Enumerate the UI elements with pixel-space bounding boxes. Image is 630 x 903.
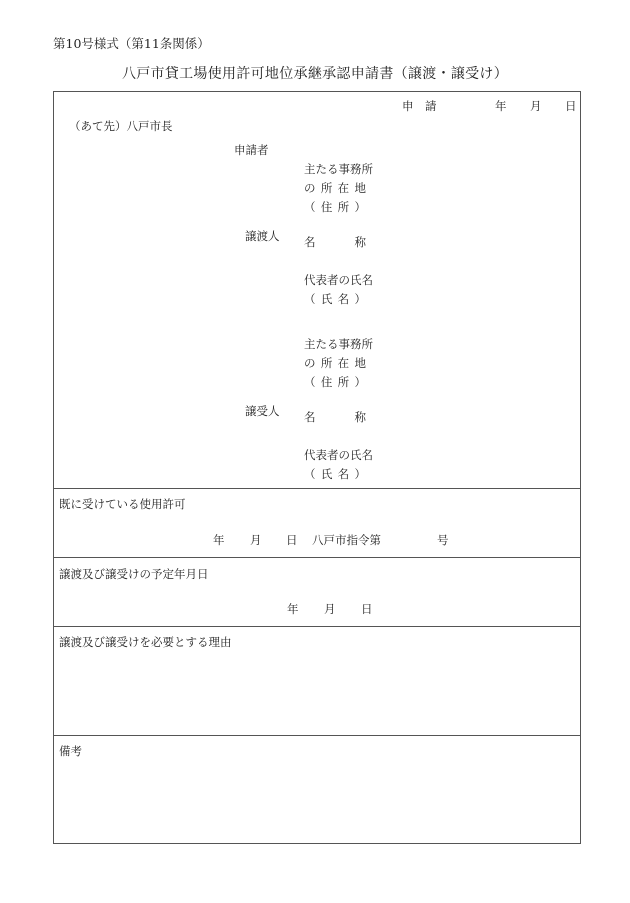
transferee-representative-label: 代表者の氏名 bbox=[304, 448, 373, 462]
permit-order-prefix: 八戸市指令第 bbox=[312, 533, 381, 547]
application-day: 日 bbox=[565, 99, 577, 113]
transferee-residence-label: （ 住 所 ） bbox=[304, 375, 366, 389]
form-title: 八戸市貸工場使用許可地位承継承認申請書（譲渡・譲受け） bbox=[121, 66, 509, 82]
application-month: 月 bbox=[530, 99, 542, 113]
transferee-representative-name-label: （ 氏 名 ） bbox=[304, 467, 366, 481]
transferee-label: 譲受人 bbox=[245, 404, 280, 418]
scheduled-day: 日 bbox=[361, 602, 373, 616]
reason-label: 譲渡及び譲受けを必要とする理由 bbox=[59, 635, 232, 649]
existing-permit-section bbox=[54, 488, 580, 558]
transferor-office-label: 主たる事務所 bbox=[304, 162, 373, 176]
addressee: （あて先）八戸市長 bbox=[69, 119, 173, 133]
scheduled-month: 月 bbox=[324, 602, 336, 616]
scheduled-date-section bbox=[54, 557, 580, 627]
transferor-label: 譲渡人 bbox=[245, 229, 280, 243]
existing-permit-label: 既に受けている使用許可 bbox=[59, 497, 186, 511]
application-date-label: 申 請 bbox=[402, 99, 437, 113]
transferor-representative-label: 代表者の氏名 bbox=[304, 273, 373, 287]
permit-order-suffix: 号 bbox=[437, 533, 449, 547]
transferor-residence-label: （ 住 所 ） bbox=[304, 200, 366, 214]
transferor-representative-name-label: （ 氏 名 ） bbox=[304, 292, 366, 306]
scheduled-date-label: 譲渡及び譲受けの予定年月日 bbox=[59, 567, 209, 581]
application-form bbox=[53, 91, 581, 844]
reason-section bbox=[54, 626, 580, 736]
permit-year: 年 bbox=[213, 533, 225, 547]
transferor-address-label: の 所 在 地 bbox=[304, 181, 366, 195]
remarks-label: 備考 bbox=[59, 744, 82, 758]
permit-month: 月 bbox=[250, 533, 262, 547]
scheduled-year: 年 bbox=[287, 602, 299, 616]
permit-day: 日 bbox=[286, 533, 298, 547]
transferor-name-label: 名 称 bbox=[304, 235, 366, 249]
transferee-address-label: の 所 在 地 bbox=[304, 356, 366, 370]
transferee-office-label: 主たる事務所 bbox=[304, 337, 373, 351]
remarks-section bbox=[54, 735, 580, 844]
application-year: 年 bbox=[495, 99, 507, 113]
applicant-label: 申請者 bbox=[234, 143, 269, 157]
form-number: 第10号様式（第11条関係） bbox=[53, 36, 210, 51]
transferee-name-label: 名 称 bbox=[304, 410, 366, 424]
